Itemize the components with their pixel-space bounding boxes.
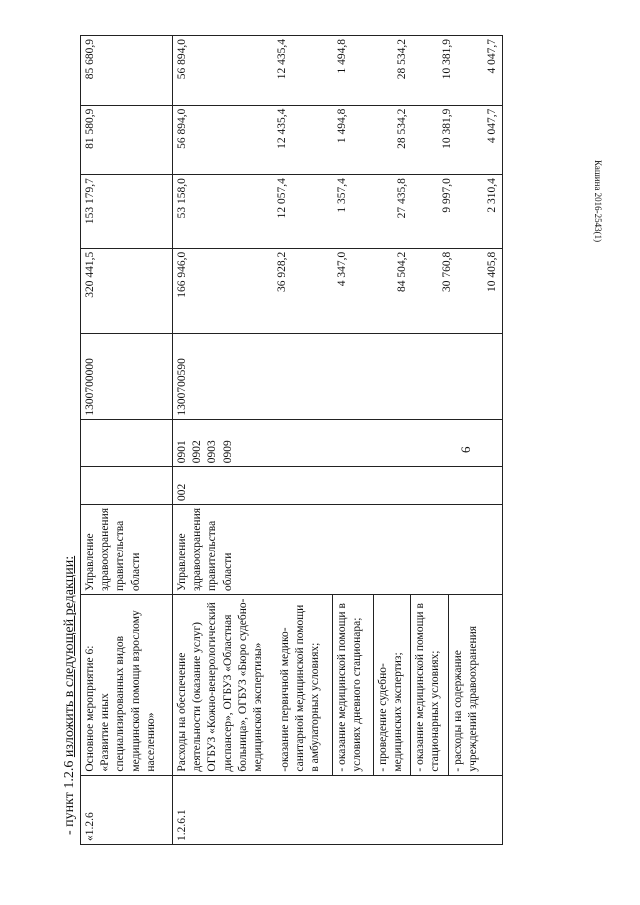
activity-name: Основное мероприятие 6: «Развитие иных специализированных видов медицинской помощи взрослому населению» xyxy=(81,595,173,776)
intro-prefix: - пункт 1.2.6 xyxy=(62,757,77,835)
sub-year1: 9 997,0 xyxy=(440,178,453,213)
activity-title: Расходы на обеспечение деятельности (оказание услуг) ОГБУЗ «Кожно-венерологический диспансер», ОГБУЗ «Областная больница», ОГБУЗ «Бюро судебно-медицинской экспертизы» xyxy=(176,598,264,772)
sub-year2: 28 534,2 xyxy=(395,108,408,149)
sub-year2: 10 381,9 xyxy=(440,108,453,149)
rotated-document-sheet xyxy=(62,35,500,845)
sub-label: -оказание первичной медико-санитарной медицинской помощи в амбулаторных условиях; xyxy=(279,604,322,772)
amendment-intro xyxy=(62,556,78,835)
rzpr-code xyxy=(81,419,173,467)
sub-total: 4 347,0 xyxy=(336,251,349,287)
sub-total: 10 405,8 xyxy=(485,251,498,292)
sub-total: 36 928,2 xyxy=(276,251,289,292)
sub-year2: 4 047,7 xyxy=(485,108,498,144)
csr-code: 1300700000 xyxy=(81,334,173,420)
rzpr-code: 0909 xyxy=(221,440,234,464)
rzpr-code: 0902 xyxy=(191,440,204,464)
sub-year1: 1 357,4 xyxy=(336,178,349,213)
rzpr-code: 0901 xyxy=(176,440,188,464)
rzpr-code: 0903 xyxy=(206,440,219,464)
executor: Управление здравоохранения правительства области xyxy=(81,504,173,594)
grbs-code xyxy=(81,467,173,505)
stamp-text: Кашина 2016-2543(1) xyxy=(593,160,603,243)
sub-year3: 1 494,8 xyxy=(336,39,349,74)
sub-year1: 2 310,4 xyxy=(485,178,498,213)
sub-label: - оказание медицинской помощи в стационарных условиях; xyxy=(410,595,443,775)
total-amount: 320 441,5 xyxy=(81,248,173,333)
sub-year3: 12 435,4 xyxy=(276,39,289,80)
year2-column xyxy=(173,105,503,175)
table-row xyxy=(81,36,173,845)
year2-amount: 81 580,9 xyxy=(81,105,173,175)
year2-amount: 56 894,0 xyxy=(176,108,188,149)
sub-total: 84 504,2 xyxy=(395,251,408,292)
rzpr-codes xyxy=(173,419,503,467)
sub-year3: 28 534,2 xyxy=(395,39,408,80)
sub-year3: 4 047,7 xyxy=(485,39,498,74)
year1-column xyxy=(173,175,503,249)
sub-year1: 27 435,8 xyxy=(395,178,408,219)
sub-year1: 12 057,4 xyxy=(276,178,289,219)
year1-amount: 53 158,0 xyxy=(176,178,188,219)
total-amount: 166 946,0 xyxy=(176,251,188,298)
table-row xyxy=(173,36,503,845)
year3-amount: 56 894,0 xyxy=(176,39,188,80)
row-number: 1.2.6.1 xyxy=(173,775,503,844)
executor: Управление здравоохранения правительства области xyxy=(173,504,503,594)
row-number: «1.2.6 xyxy=(81,775,173,844)
csr-code: 1300700590 xyxy=(173,334,503,420)
sub-year3: 10 381,9 xyxy=(440,39,453,80)
budget-table xyxy=(80,35,503,845)
intro-underlined: изложить в следующей редакции: xyxy=(62,555,77,758)
sub-label: - проведение судебно-медицинских экспертиз; xyxy=(373,595,406,775)
total-column xyxy=(173,248,503,333)
grbs-code: 002 xyxy=(173,467,503,505)
year1-amount: 153 179,7 xyxy=(81,175,173,249)
year3-amount: 85 680,9 xyxy=(81,36,173,106)
sub-label: - оказание медицинской помощи в условиях дневного стационара; xyxy=(332,595,365,775)
activity-name xyxy=(173,595,503,776)
page-number: 6 xyxy=(458,446,473,453)
sub-year2: 1 494,8 xyxy=(336,108,349,144)
document-stamp xyxy=(589,0,609,905)
sub-total: 30 760,8 xyxy=(440,251,453,292)
sub-label: - расходы на содержание учреждений здравоохранения xyxy=(448,595,481,775)
sub-year2: 12 435,4 xyxy=(276,108,289,149)
year3-column xyxy=(173,36,503,106)
